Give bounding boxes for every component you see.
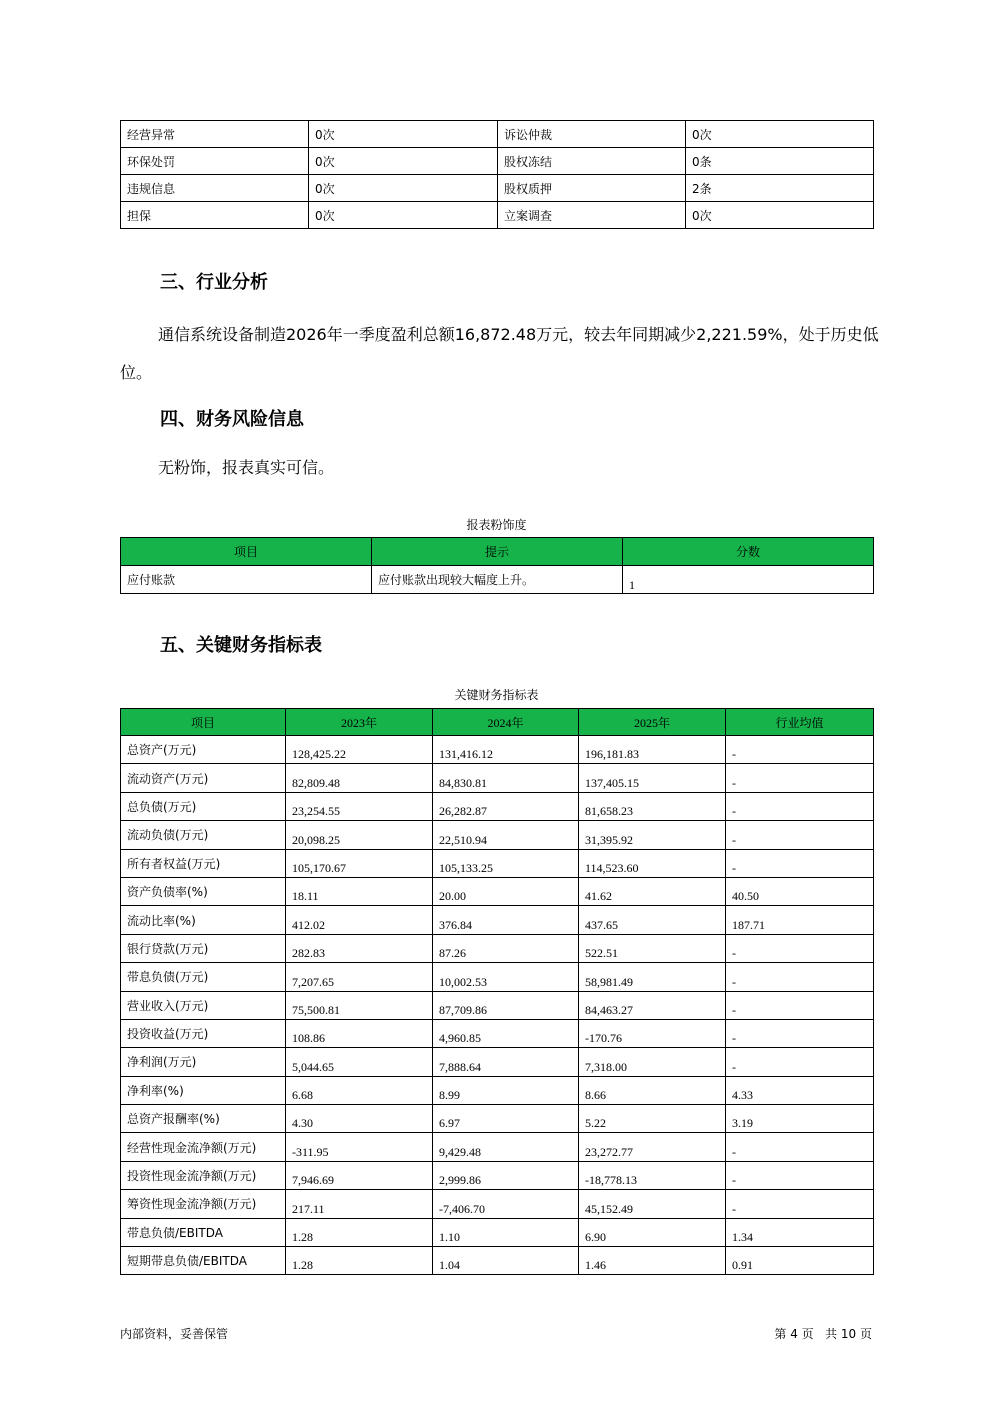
kpi-item-label: 投资性现金流净额(万元) bbox=[121, 1161, 286, 1189]
kpi-value-cell: 23,254.55 bbox=[286, 792, 433, 820]
kpi-value-cell: 87,709.86 bbox=[433, 991, 579, 1019]
kpi-item-label: 营业收入(万元) bbox=[121, 991, 286, 1019]
risk-item-label: 股权质押 bbox=[498, 175, 686, 202]
kpi-value-cell: 45,152.49 bbox=[579, 1190, 726, 1218]
kpi-row bbox=[121, 906, 874, 934]
kpi-value-cell: 84,463.27 bbox=[579, 991, 726, 1019]
kpi-row bbox=[121, 821, 874, 849]
kpi-value-cell: 6.68 bbox=[286, 1076, 433, 1104]
kpi-item-label: 筹资性现金流净额(万元) bbox=[121, 1190, 286, 1218]
kpi-row bbox=[121, 1105, 874, 1133]
kpi-value-cell: - bbox=[726, 1190, 874, 1218]
kpi-header-cell: 项目 bbox=[121, 709, 286, 736]
kpi-value-cell: 437.65 bbox=[579, 906, 726, 934]
kpi-value-cell: 1.46 bbox=[579, 1247, 726, 1275]
risk-item-label: 立案调查 bbox=[498, 202, 686, 229]
fraud-cell: 应付账款出现较大幅度上升。 bbox=[372, 566, 623, 594]
fraud-cell: 应付账款 bbox=[121, 566, 372, 594]
kpi-value-cell: 1.28 bbox=[286, 1218, 433, 1246]
kpi-value-cell: - bbox=[726, 1048, 874, 1076]
kpi-value-cell: 3.19 bbox=[726, 1105, 874, 1133]
kpi-item-label: 经营性现金流净额(万元) bbox=[121, 1133, 286, 1161]
kpi-value-cell: 187.71 bbox=[726, 906, 874, 934]
fraud-row bbox=[121, 566, 874, 594]
kpi-row bbox=[121, 1161, 874, 1189]
kpi-value-cell: 6.90 bbox=[579, 1218, 726, 1246]
kpi-item-label: 资产负债率(%) bbox=[121, 877, 286, 905]
kpi-item-label: 带息负债/EBITDA bbox=[121, 1218, 286, 1246]
kpi-value-cell: 31,395.92 bbox=[579, 821, 726, 849]
kpi-item-label: 净利率(%) bbox=[121, 1076, 286, 1104]
fraud-table-caption: 报表粉饰度 bbox=[466, 518, 527, 532]
kpi-value-cell: - bbox=[726, 849, 874, 877]
risk-item-value: 0条 bbox=[686, 148, 874, 175]
kpi-row bbox=[121, 1218, 874, 1246]
kpi-row bbox=[121, 1076, 874, 1104]
kpi-row bbox=[121, 736, 874, 764]
kpi-value-cell: - bbox=[726, 821, 874, 849]
kpi-item-label: 投资收益(万元) bbox=[121, 1019, 286, 1047]
kpi-value-cell: 1.28 bbox=[286, 1247, 433, 1275]
kpi-value-cell: - bbox=[726, 934, 874, 962]
kpi-value-cell: 5,044.65 bbox=[286, 1048, 433, 1076]
kpi-value-cell: 23,272.77 bbox=[579, 1133, 726, 1161]
risk-item-value: 0次 bbox=[686, 202, 874, 229]
kpi-row bbox=[121, 849, 874, 877]
kpi-value-cell: -18,778.13 bbox=[579, 1161, 726, 1189]
risk-item-label: 环保处罚 bbox=[121, 148, 309, 175]
risk-item-value: 0次 bbox=[686, 121, 874, 148]
kpi-value-cell: 412.02 bbox=[286, 906, 433, 934]
kpi-value-cell: 6.97 bbox=[433, 1105, 579, 1133]
kpi-value-cell: 522.51 bbox=[579, 934, 726, 962]
kpi-row bbox=[121, 1048, 874, 1076]
kpi-value-cell: 26,282.87 bbox=[433, 792, 579, 820]
risk-item-label: 股权冻结 bbox=[498, 148, 686, 175]
risk-item-value: 0次 bbox=[309, 148, 498, 175]
kpi-item-label: 银行贷款(万元) bbox=[121, 934, 286, 962]
kpi-value-cell: 18.11 bbox=[286, 877, 433, 905]
kpi-value-cell: 108.86 bbox=[286, 1019, 433, 1047]
kpi-header-cell: 2023年 bbox=[286, 709, 433, 736]
kpi-row bbox=[121, 1190, 874, 1218]
kpi-value-cell: 4.33 bbox=[726, 1076, 874, 1104]
kpi-value-cell: 217.11 bbox=[286, 1190, 433, 1218]
fraud-header-cell: 项目 bbox=[121, 538, 372, 566]
kpi-item-label: 带息负债(万元) bbox=[121, 963, 286, 991]
kpi-header-cell: 2024年 bbox=[433, 709, 579, 736]
kpi-value-cell: 137,405.15 bbox=[579, 764, 726, 792]
kpi-value-cell: 8.99 bbox=[433, 1076, 579, 1104]
kpi-value-cell: 4,960.85 bbox=[433, 1019, 579, 1047]
footer-page-number: 第 4 页 共 10 页 bbox=[774, 1327, 872, 1341]
kpi-value-cell: 105,133.25 bbox=[433, 849, 579, 877]
kpi-item-label: 总负债(万元) bbox=[121, 792, 286, 820]
kpi-value-cell: 7,888.64 bbox=[433, 1048, 579, 1076]
kpi-value-cell: 20.00 bbox=[433, 877, 579, 905]
kpi-value-cell: 84,830.81 bbox=[433, 764, 579, 792]
risk-item-value: 0次 bbox=[309, 175, 498, 202]
kpi-value-cell: 1.34 bbox=[726, 1218, 874, 1246]
kpi-value-cell: -7,406.70 bbox=[433, 1190, 579, 1218]
kpi-value-cell: 9,429.48 bbox=[433, 1133, 579, 1161]
fraud-header-cell: 提示 bbox=[372, 538, 623, 566]
kpi-value-cell: - bbox=[726, 792, 874, 820]
kpi-value-cell: 8.66 bbox=[579, 1076, 726, 1104]
kpi-value-cell: 58,981.49 bbox=[579, 963, 726, 991]
kpi-value-cell: 376.84 bbox=[433, 906, 579, 934]
risk-item-label: 经营异常 bbox=[121, 121, 309, 148]
kpi-header-cell: 2025年 bbox=[579, 709, 726, 736]
kpi-value-cell: 75,500.81 bbox=[286, 991, 433, 1019]
kpi-item-label: 流动比率(%) bbox=[121, 906, 286, 934]
kpi-row bbox=[121, 764, 874, 792]
risk-info-table bbox=[120, 120, 874, 229]
kpi-value-cell: -170.76 bbox=[579, 1019, 726, 1047]
section5-heading: 五、关键财务指标表 bbox=[160, 635, 322, 656]
section4-paragraph: 无粉饰，报表真实可信。 bbox=[158, 458, 335, 477]
kpi-value-cell: 87.26 bbox=[433, 934, 579, 962]
risk-row bbox=[121, 175, 874, 202]
risk-item-label: 诉讼仲裁 bbox=[498, 121, 686, 148]
kpi-row bbox=[121, 934, 874, 962]
kpi-value-cell: - bbox=[726, 991, 874, 1019]
kpi-value-cell: 105,170.67 bbox=[286, 849, 433, 877]
kpi-value-cell: 0.91 bbox=[726, 1247, 874, 1275]
kpi-item-label: 流动资产(万元) bbox=[121, 764, 286, 792]
kpi-row bbox=[121, 991, 874, 1019]
fraud-cell: 1 bbox=[623, 566, 874, 594]
kpi-value-cell: 1.10 bbox=[433, 1218, 579, 1246]
kpi-value-cell: 128,425.22 bbox=[286, 736, 433, 764]
kpi-value-cell: 1.04 bbox=[433, 1247, 579, 1275]
kpi-table-caption: 关键财务指标表 bbox=[454, 688, 539, 702]
kpi-value-cell: 7,946.69 bbox=[286, 1161, 433, 1189]
kpi-value-cell: 41.62 bbox=[579, 877, 726, 905]
kpi-row bbox=[121, 877, 874, 905]
risk-row bbox=[121, 202, 874, 229]
kpi-value-cell: -311.95 bbox=[286, 1133, 433, 1161]
kpi-value-cell: 7,318.00 bbox=[579, 1048, 726, 1076]
kpi-value-cell: - bbox=[726, 736, 874, 764]
kpi-value-cell: 10,002.53 bbox=[433, 963, 579, 991]
fraud-table bbox=[120, 537, 874, 594]
risk-item-label: 担保 bbox=[121, 202, 309, 229]
kpi-table bbox=[120, 708, 874, 1275]
kpi-value-cell: 82,809.48 bbox=[286, 764, 433, 792]
kpi-value-cell: 4.30 bbox=[286, 1105, 433, 1133]
kpi-value-cell: - bbox=[726, 1019, 874, 1047]
kpi-value-cell: 114,523.60 bbox=[579, 849, 726, 877]
kpi-item-label: 总资产(万元) bbox=[121, 736, 286, 764]
fraud-header-cell: 分数 bbox=[623, 538, 874, 566]
section3-heading: 三、行业分析 bbox=[160, 272, 268, 293]
kpi-value-cell: 40.50 bbox=[726, 877, 874, 905]
section3-paragraph: 通信系统设备制造2026年一季度盈利总额16,872.48万元，较去年同期减少2,221.59%，处于历史低位。 bbox=[120, 325, 879, 382]
kpi-row bbox=[121, 1019, 874, 1047]
kpi-value-cell: 282.83 bbox=[286, 934, 433, 962]
risk-item-value: 0次 bbox=[309, 202, 498, 229]
kpi-value-cell: - bbox=[726, 764, 874, 792]
kpi-value-cell: 131,416.12 bbox=[433, 736, 579, 764]
risk-item-value: 0次 bbox=[309, 121, 498, 148]
kpi-item-label: 流动负债(万元) bbox=[121, 821, 286, 849]
kpi-value-cell: 2,999.86 bbox=[433, 1161, 579, 1189]
kpi-item-label: 总资产报酬率(%) bbox=[121, 1105, 286, 1133]
kpi-row bbox=[121, 1247, 874, 1275]
risk-item-label: 违规信息 bbox=[121, 175, 309, 202]
kpi-row bbox=[121, 1133, 874, 1161]
kpi-value-cell: - bbox=[726, 963, 874, 991]
kpi-value-cell: - bbox=[726, 1133, 874, 1161]
kpi-value-cell: 20,098.25 bbox=[286, 821, 433, 849]
kpi-item-label: 净利润(万元) bbox=[121, 1048, 286, 1076]
kpi-value-cell: 81,658.23 bbox=[579, 792, 726, 820]
kpi-value-cell: 22,510.94 bbox=[433, 821, 579, 849]
kpi-value-cell: - bbox=[726, 1161, 874, 1189]
risk-row bbox=[121, 148, 874, 175]
risk-item-value: 2条 bbox=[686, 175, 874, 202]
kpi-item-label: 短期带息负债/EBITDA bbox=[121, 1247, 286, 1275]
kpi-value-cell: 7,207.65 bbox=[286, 963, 433, 991]
risk-row bbox=[121, 121, 874, 148]
kpi-value-cell: 196,181.83 bbox=[579, 736, 726, 764]
footer-left: 内部资料，妥善保管 bbox=[120, 1327, 229, 1341]
kpi-row bbox=[121, 792, 874, 820]
kpi-header-cell: 行业均值 bbox=[726, 709, 874, 736]
section4-heading: 四、财务风险信息 bbox=[160, 409, 304, 430]
kpi-row bbox=[121, 963, 874, 991]
kpi-value-cell: 5.22 bbox=[579, 1105, 726, 1133]
kpi-item-label: 所有者权益(万元) bbox=[121, 849, 286, 877]
